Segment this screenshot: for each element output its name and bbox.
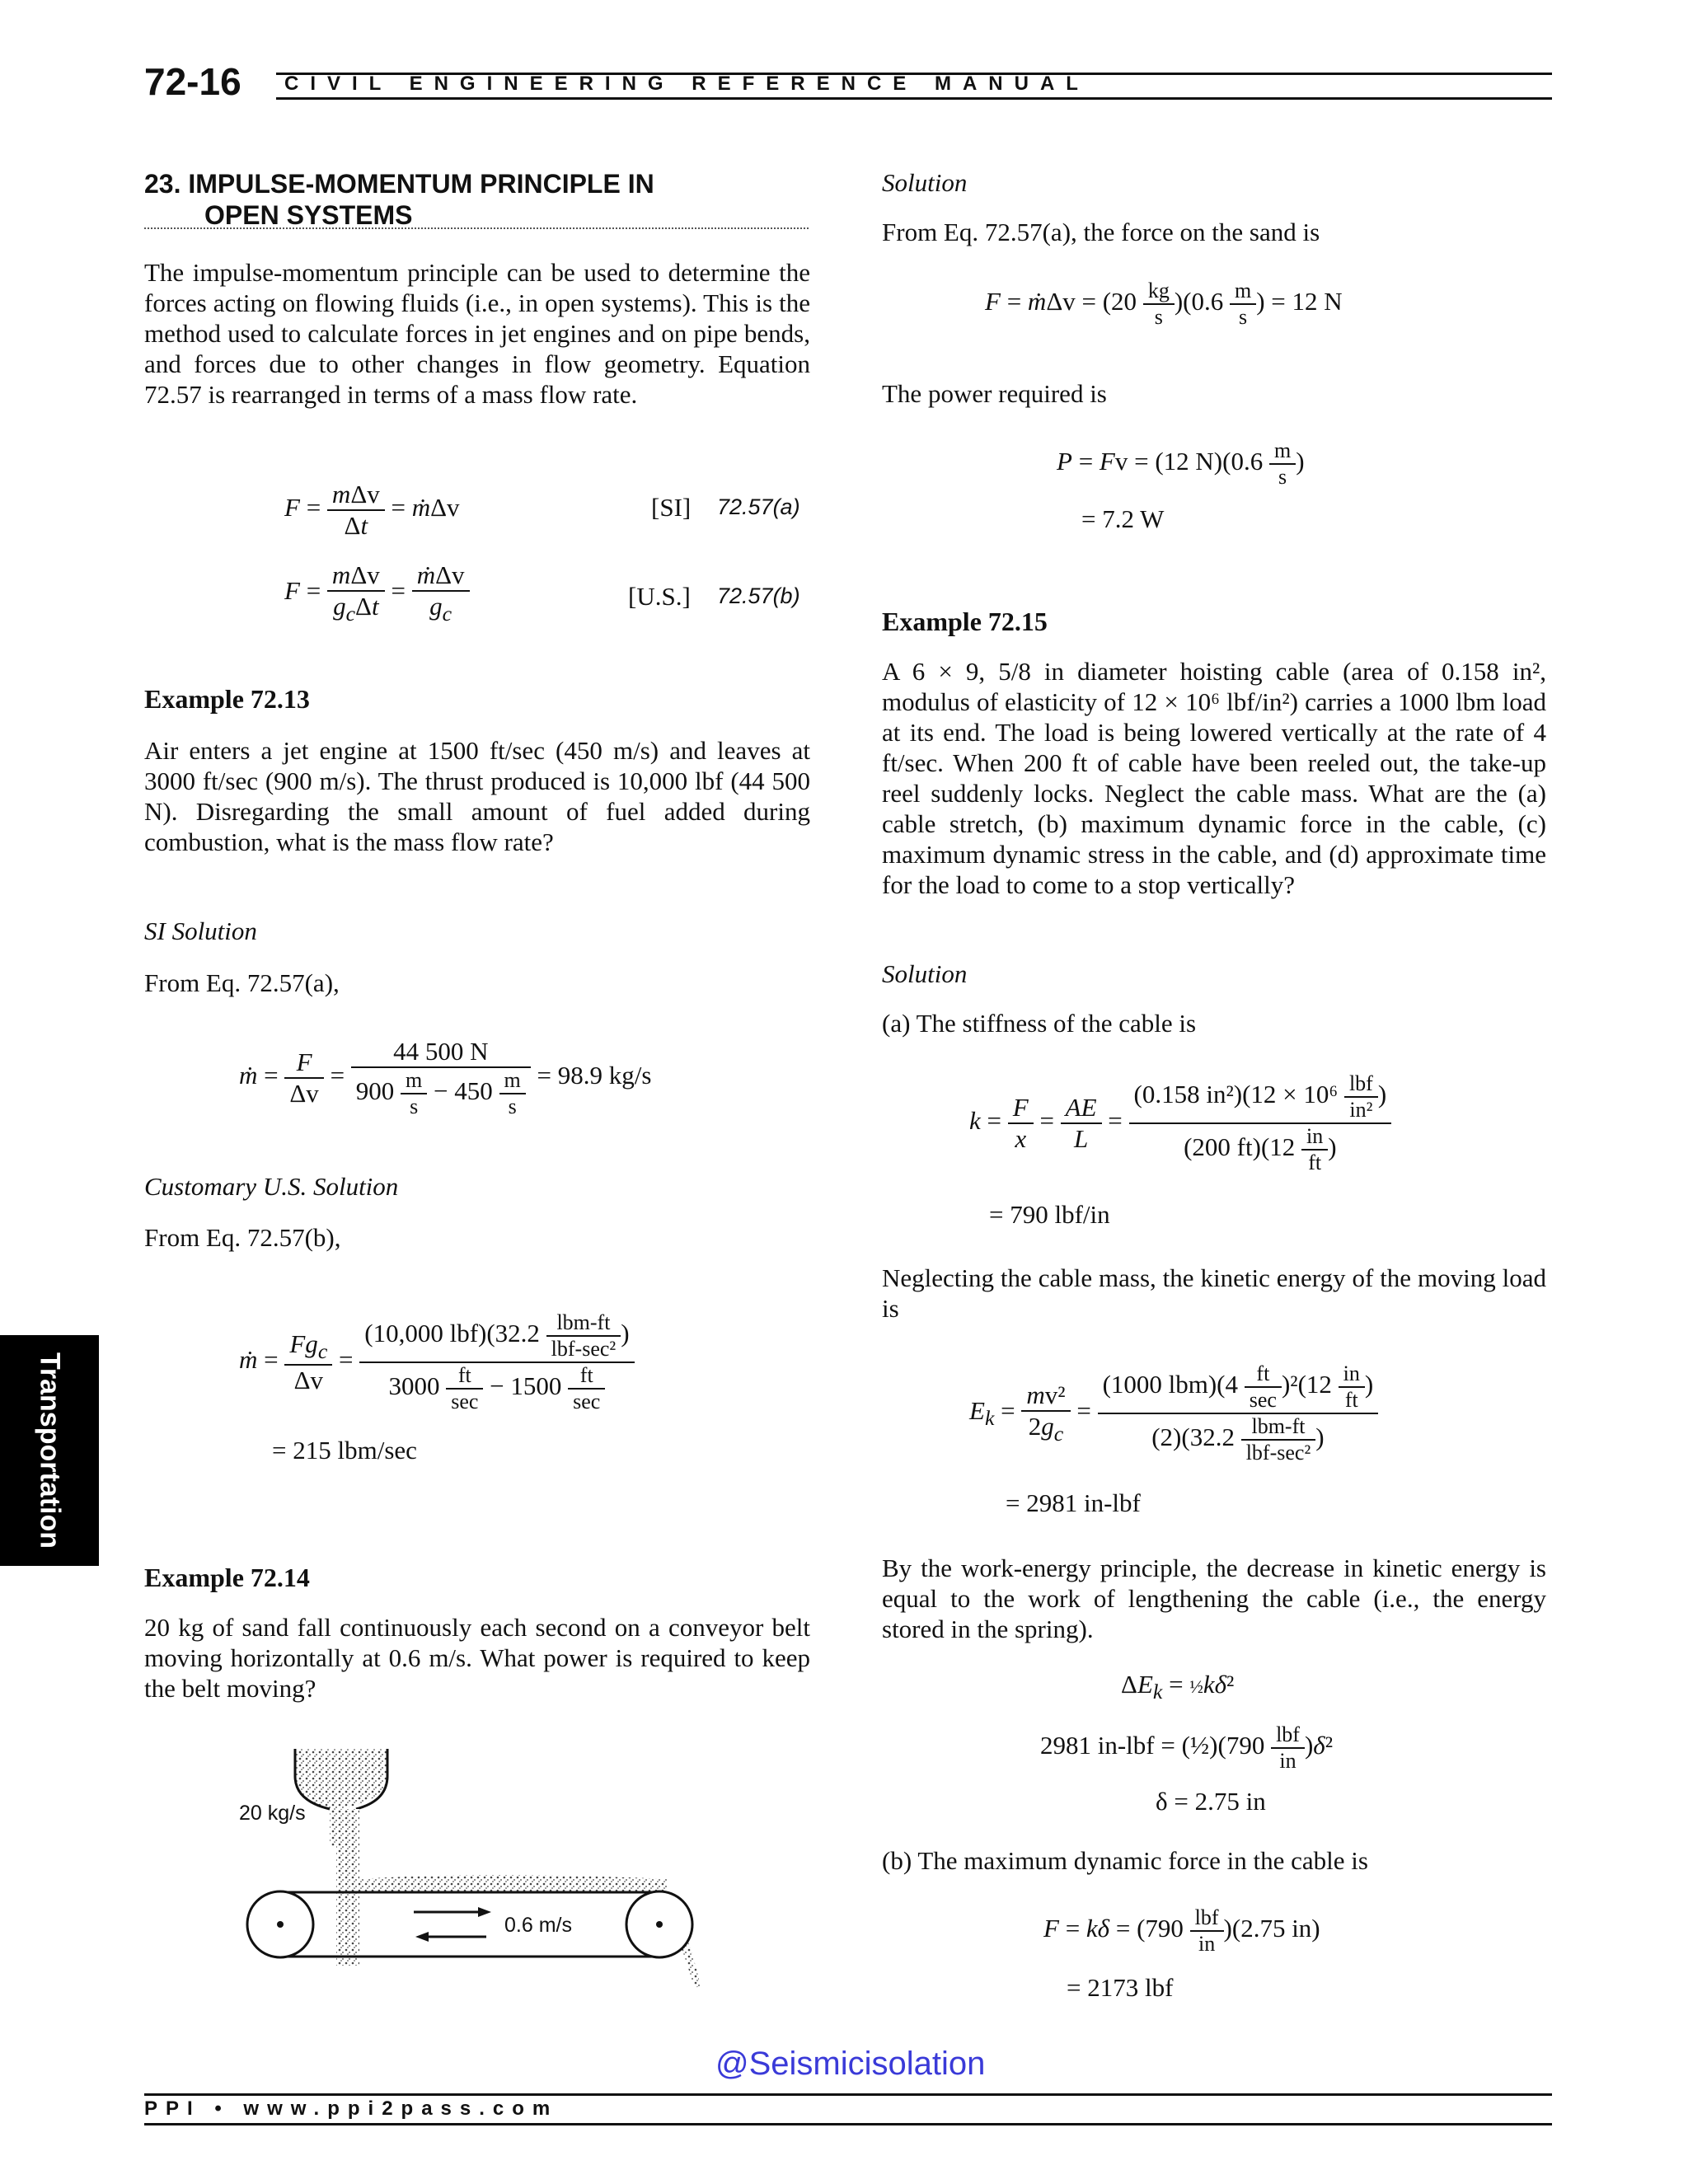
footer-rule-bottom [144, 2123, 1552, 2125]
kinetic-energy-result: = 2981 in-lbf [1006, 1488, 1141, 1517]
intro-paragraph: The impulse-momentum principle can be used to determine the forces acting on flowing fluids (i.e., in open systems). This is the method used to calculate forces in jet engines and on pipe bends, and forces due to other changes in flow geometry. Equation 72.57 is rearranged in terms of a mass flow rate. [144, 258, 810, 409]
si-result: = 98.9 kg/s [537, 1061, 652, 1090]
ex14-solution-from: From Eq. 72.57(a), the force on the sand is [882, 218, 1320, 246]
example-72-13-title: Example 72.13 [144, 684, 310, 714]
watermark: @Seismicisolation [715, 2046, 986, 2082]
equation-72-57b: F = $\frac{\text{mΔv}}{g_c\Delta t}$ = $\frac{\text{ṁΔv}}{g_c}$ [284, 560, 470, 626]
belt-sand [336, 1875, 668, 1892]
eq-b-tag: 72.57(b) [717, 583, 800, 608]
mass-flow-si-equation: ṁ = $\frac{F}{\Delta v}$ = 44 500 N 900 $\frac{m}{s}$ − 450 $\frac{m}{s}$ = 98.9 kg/s [239, 1037, 652, 1118]
force-equation: F = ṁΔv = (20 $\frac{kg}{s}$ )(0.6 $\frac{m}{s}$ ) = 12 N [985, 279, 1343, 329]
si-solution-label: SI Solution [144, 916, 257, 945]
conveyor-figure [239, 1731, 717, 2003]
work-energy-text: By the work-energy principle, the decrease in kinetic energy is equal to the work of lengthening the cable (i.e., the energy stored in the spring). [882, 1554, 1546, 1643]
eq-a-tag: 72.57(a) [717, 494, 800, 519]
ex15-solution-label: Solution [882, 959, 968, 988]
stiffness-result: = 790 lbf/in [989, 1200, 1110, 1229]
us-solution-from: From Eq. 72.57(b), [144, 1223, 341, 1252]
equation-72-57a: F = $\frac{\text{mΔv}}{\Delta t}$ = ṁΔv [284, 480, 460, 540]
us-result: = 215 lbm/sec [272, 1436, 417, 1465]
section-divider [144, 227, 809, 229]
si-solution-from: From Eq. 72.57(a), [144, 968, 340, 997]
stiffness-text: (a) The stiffness of the cable is [882, 1009, 1197, 1038]
section-heading [144, 168, 820, 231]
kinetic-energy-text: Neglecting the cable mass, the kinetic energy of the moving load is [882, 1263, 1546, 1323]
speed-label: 0.6 m/s [504, 1914, 572, 1937]
header-rule-bottom [276, 97, 1552, 100]
section-title-line2: OPEN SYSTEMS [204, 200, 413, 230]
stretch-result: δ = 2.75 in [1156, 1787, 1266, 1816]
kinetic-energy-equation: $E_k$ = $\frac{\text{mv²}}{2g_c}$ = (1000 lbm)(4 $\frac{ft}{\sec}$ )²(12 $\frac{in}{ft}$ ) (2)(32.2 $\frac{\text{lbm-ft}}{\text{lbf-sec²}}$ ) [969, 1361, 1378, 1465]
example-72-13-text: Air enters a jet engine at 1500 ft/sec (450 m/s) and leaves at 3000 ft/sec (900 m/s). The thrust produced is 10,000 lbf (44 500 N). Disregarding the small amount of fuel added during combustion, what is the mass flow rate? [144, 736, 810, 856]
power-text: The power required is [882, 379, 1107, 408]
work-energy-equation: 2981 in-lbf = (½)(790 $\frac{\text{lbf}}{in}$ )δ² [1040, 1722, 1334, 1773]
footer-rule-top [144, 2093, 1552, 2096]
rate-label: 20 kg/s [239, 1802, 306, 1825]
mass-flow-us-equation: ṁ = $\frac{Fg_c}{\Delta v}$ = (10,000 lbf)(32.2 $\frac{\text{lbm-ft}}{\text{lbf-sec²}}$ ) 3000 $\frac{ft}{\sec}$ − 1500 $\frac{ft}{\sec}$ [239, 1310, 635, 1414]
delta-ek-equation: $\Delta E_k$ = ½kδ² [1121, 1670, 1235, 1704]
chapter-tab-label: Transportation [34, 1352, 66, 1549]
example-72-15-text: A 6 × 9, 5/8 in diameter hoisting cable (area of 0.158 in², modulus of elasticity of 12 × 10⁶ lbf/in²) carries a 1000 lbm load at its end. The load is being lowered vertically at the rate of 4 ft/sec. When 200 ft of cable have been reeled out, the take-up reel suddenly locks. Neglect the cable mass. What are the (a) cable stretch, (b) maximum dynamic force in the cable, (c) maximum dynamic stress in the cable, and (d) approximate time for the load to come to a stop vertically? [882, 657, 1546, 899]
section-number: 23. [144, 169, 181, 199]
section-title-line1: IMPULSE-MOMENTUM PRINCIPLE IN [188, 169, 654, 199]
stiffness-equation: k = $\frac{F}{x}$ = $\frac{AE}{L}$ = (0.158 in²)(12 × 10⁶ $\frac{\text{lbf}}{\text{in²}}$ ) (200 ft)(12 $\frac{in}{ft}$ ) [969, 1071, 1391, 1175]
example-72-14-title: Example 72.14 [144, 1563, 310, 1592]
footer-text: PPI • www.ppi2pass.com [144, 2097, 559, 2120]
dynamic-force-text: (b) The maximum dynamic force in the cable is [882, 1846, 1368, 1875]
force-result: = 12 N [1271, 287, 1343, 316]
manual-title: CIVIL ENGINEERING REFERENCE MANUAL [284, 73, 1090, 95]
example-72-14-text: 20 kg of sand fall continuously each second on a conveyor belt moving horizontally at 0.6 m/s. What power is required to keep the belt moving? [144, 1613, 810, 1703]
power-result: = 7.2 W [1081, 504, 1165, 533]
ex14-solution-label: Solution [882, 168, 968, 197]
power-equation: P = Fv = (12 N)(0.6 $\frac{m}{s}$ ) [1057, 438, 1305, 489]
example-72-15-title: Example 72.15 [882, 607, 1048, 636]
dynamic-force-equation: F = kδ = (790 $\frac{\text{lbf}}{in}$ )(2.75 in) [1043, 1905, 1320, 1956]
us-solution-label: Customary U.S. Solution [144, 1172, 399, 1201]
eq-b-unit: [U.S.] [628, 582, 691, 611]
page-number: 72-16 [144, 60, 241, 103]
dynamic-force-result: = 2173 lbf [1067, 1973, 1174, 2002]
eq-a-unit: [SI] [651, 493, 692, 522]
